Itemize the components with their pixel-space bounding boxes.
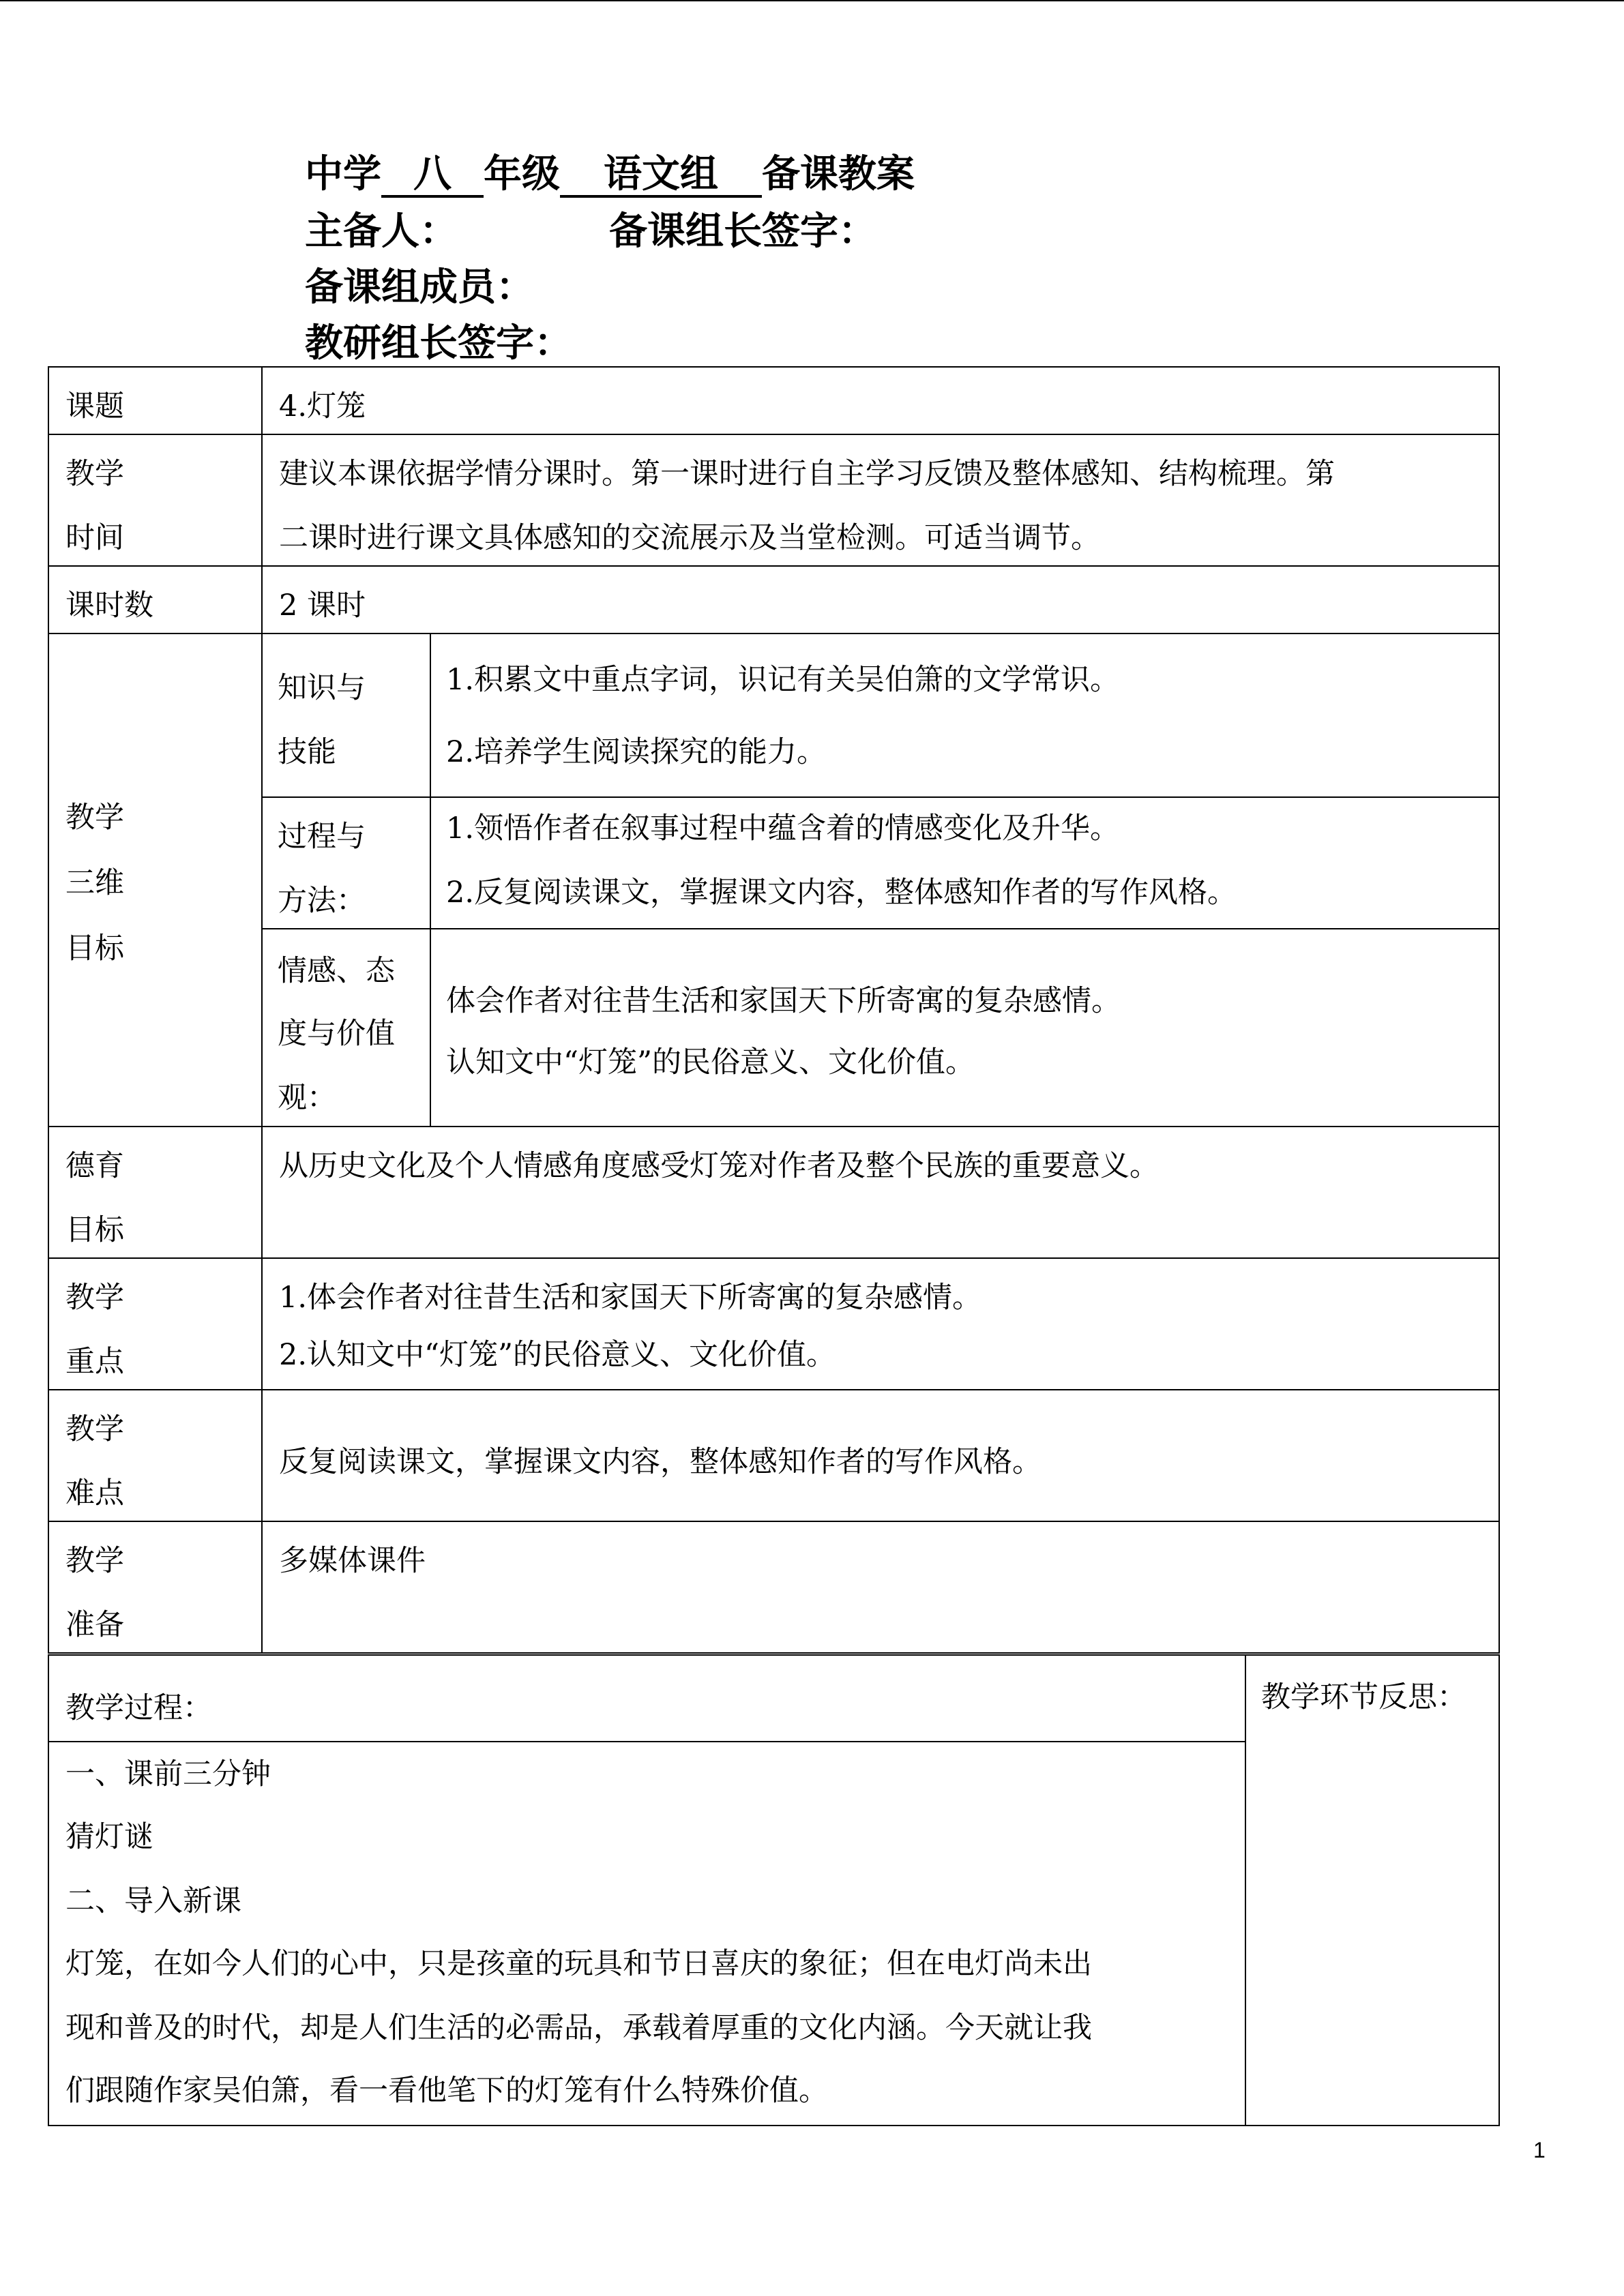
- emotion-item-2: 认知文中“灯笼”的民俗意义、文化价值。: [446, 1045, 975, 1079]
- difficulty-text: 反复阅读课文，掌握课文内容，整体感知作者的写作风格。: [279, 1445, 1042, 1479]
- members-label: 备课组成员：: [305, 265, 534, 310]
- process-line: 灯笼，在如今人们的心中，只是孩童的玩具和节日喜庆的象征；但在电灯尚未出: [65, 1947, 1092, 1981]
- moral-label-1: 德育: [65, 1149, 124, 1183]
- row-teaching-time: [48, 434, 1499, 566]
- goals-label-1: 教学: [65, 801, 124, 835]
- hours-value: 2 课时: [279, 588, 366, 623]
- time-label: 教学: [65, 457, 124, 491]
- row-process-goal: [48, 797, 1499, 929]
- row-preparation: [48, 1521, 1499, 1653]
- knowledge-label-2: 技能: [278, 735, 336, 769]
- difficulty-label-1: 教学: [65, 1412, 124, 1446]
- knowledge-item-1: 1.积累文中重点字词，识记有关吴伯箫的文学常识。: [446, 663, 1120, 697]
- moral-text: 从历史文化及个人情感角度感受灯笼对作者及整个民族的重要意义。: [279, 1149, 1159, 1183]
- emotion-label-3: 观：: [278, 1081, 336, 1115]
- grade-value: 八: [381, 155, 484, 198]
- lesson-info-table: [48, 366, 1500, 1654]
- key-item-2: 2.认知文中“灯笼”的民俗意义、文化价值。: [279, 1338, 836, 1372]
- topic-value: 4.灯笼: [279, 389, 366, 423]
- row-knowledge-goal: [48, 633, 1499, 797]
- goals-label-2: 三维: [65, 866, 124, 900]
- key-label-1: 教学: [65, 1281, 124, 1315]
- hours-label: 课时数: [65, 588, 153, 623]
- row-difficulty: [48, 1390, 1499, 1521]
- process-line: 二、导入新课: [65, 1884, 241, 1918]
- group-leader-signature-label: 备课组长签字：: [609, 209, 876, 254]
- knowledge-item-2: 2.培养学生阅读探究的能力。: [446, 735, 827, 769]
- group-value: 语文组: [560, 155, 762, 198]
- lead-preparer-label: 主备人：: [305, 209, 458, 254]
- time-label-2: 时间: [65, 521, 124, 555]
- process-table: [48, 1654, 1500, 2126]
- moral-label-2: 目标: [65, 1213, 124, 1247]
- process-label-2: 方法：: [278, 884, 366, 918]
- grade-suffix: 年级: [484, 152, 560, 196]
- row-moral-goal: [48, 1127, 1499, 1258]
- knowledge-label-1: 知识与: [278, 671, 366, 705]
- prep-label-1: 教学: [65, 1544, 124, 1578]
- heading-prefix: 中学: [305, 152, 381, 196]
- prep-text: 多媒体课件: [279, 1544, 426, 1578]
- row-hours: [48, 566, 1499, 633]
- row-emotion-goal: [48, 929, 1499, 1127]
- process-label-1: 过程与: [278, 820, 366, 854]
- emotion-label-1: 情感、态: [278, 954, 395, 988]
- reflection-label: 教学环节反思：: [1261, 1680, 1466, 1714]
- process-line: 一、课前三分钟: [65, 1757, 271, 1791]
- time-text-2: 二课时进行课文具体感知的交流展示及当堂检测。可适当调节。: [279, 521, 1100, 555]
- process-line: 现和普及的时代，却是人们生活的必需品，承载着厚重的文化内涵。今天就让我: [65, 2011, 1092, 2045]
- heading-line-1: [305, 152, 915, 198]
- page-number: 1: [1533, 2138, 1546, 2162]
- difficulty-label-2: 难点: [65, 1476, 124, 1510]
- row-process-title: [48, 1655, 1499, 1742]
- prep-label-2: 准备: [65, 1608, 124, 1642]
- goals-label-3: 目标: [65, 931, 124, 966]
- research-leader-signature-label: 教研组长签字：: [305, 321, 572, 366]
- process-line: 们跟随作家吴伯箫，看一看他笔下的灯笼有什么特殊价值。: [65, 2074, 828, 2108]
- heading-line-2: [305, 209, 458, 254]
- emotion-item-1: 体会作者对往昔生活和家国天下所寄寓的复杂感情。: [446, 984, 1121, 1018]
- time-text-1: 建议本课依据学情分课时。第一课时进行自主学习反馈及整体感知、结构梳理。第: [279, 457, 1335, 491]
- process-item-1: 1.领悟作者在叙事过程中蕴含着的情感变化及升华。: [446, 811, 1120, 846]
- process-line: 猜灯谜: [65, 1820, 153, 1854]
- emotion-label-2: 度与价值: [278, 1017, 395, 1051]
- topic-label: 课题: [65, 389, 124, 423]
- key-item-1: 1.体会作者对往昔生活和家国天下所寄寓的复杂感情。: [279, 1281, 982, 1315]
- heading-suffix: 备课教案: [762, 152, 915, 196]
- row-topic: [48, 367, 1499, 434]
- process-item-2: 2.反复阅读课文，掌握课文内容，整体感知作者的写作风格。: [446, 876, 1237, 910]
- process-title: 教学过程：: [65, 1691, 212, 1725]
- row-key-points: [48, 1258, 1499, 1390]
- key-label-2: 重点: [65, 1345, 124, 1379]
